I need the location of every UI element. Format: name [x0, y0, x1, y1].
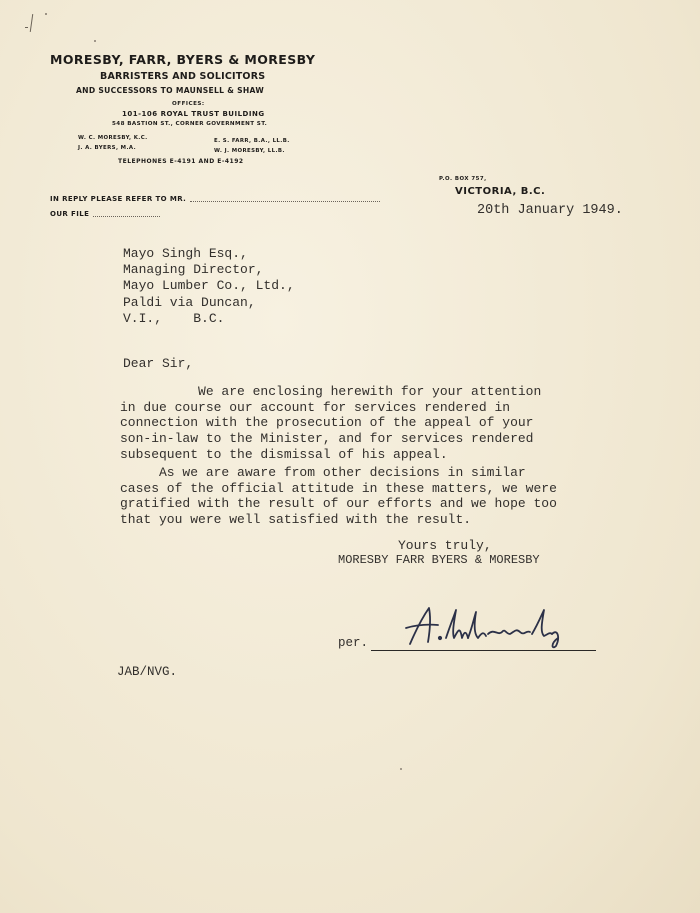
body-line: cases of the official attitude in these matters, we were: [120, 480, 557, 496]
signatory-firm: MORESBY FARR BYERS & MORESBY: [338, 553, 540, 567]
body-line: As we are aware from other decisions in similar: [120, 465, 526, 480]
partner-name: W. C. MORESBY, K.C.: [78, 135, 148, 141]
recipient-address: [123, 246, 295, 327]
body-paragraph: [120, 465, 557, 528]
offices-street: 548 BASTION ST., CORNER GOVERNMENT ST.: [112, 121, 268, 127]
body-line: connection with the prosecution of the appeal of your: [120, 415, 534, 431]
firm-successors: AND SUCCESSORS TO MAUNSELL & SHAW: [76, 86, 265, 95]
recipient-line: Paldi via Duncan,: [123, 294, 256, 310]
po-box: P.O. BOX 757,: [439, 176, 487, 182]
recipient-line: V.I., B.C.: [123, 310, 225, 326]
body-paragraph: [120, 384, 541, 463]
salutation: Dear Sir,: [123, 356, 194, 371]
firm-name: MORESBY, FARR, BYERS & MORESBY: [50, 52, 316, 67]
paper-mark: [25, 27, 28, 28]
firm-profession: BARRISTERS AND SOLICITORS: [100, 71, 266, 82]
paper-speck: [45, 13, 47, 15]
typist-initials: JAB/NVG.: [117, 665, 178, 679]
body-line: gratified with the result of our efforts and we hope too: [120, 496, 557, 512]
recipient-line: Mayo Singh Esq.,: [123, 246, 248, 261]
file-reference-row: [50, 210, 160, 218]
paper-speck: [400, 768, 402, 770]
telephone-numbers: TELEPHONES E-4191 AND E-4192: [118, 158, 244, 165]
offices-label: OFFICES:: [172, 101, 205, 107]
reply-reference-label: IN REPLY PLEASE REFER TO MR.: [50, 195, 187, 203]
closing: Yours truly,: [398, 538, 492, 553]
body-line: We are enclosing herewith for your attention: [120, 384, 542, 399]
paper-speck: [94, 40, 96, 42]
partner-name: W. J. MORESBY, LL.B.: [214, 148, 285, 154]
per-label: per.: [338, 636, 369, 650]
body-line: subsequent to the dismissal of his appeal.: [120, 446, 448, 462]
body-line: in due course our account for services rendered in: [120, 399, 511, 415]
reply-reference-blank: [190, 200, 380, 202]
body-line: son-in-law to the Minister, and for services rendered: [120, 431, 534, 447]
letter-date: 20th January 1949.: [477, 203, 623, 218]
paper-mark: [30, 14, 33, 32]
body-line: that you were well satisfied with the result.: [120, 512, 472, 528]
file-reference-blank: [93, 215, 160, 217]
recipient-line: Mayo Lumber Co., Ltd.,: [123, 278, 295, 294]
reply-reference-row: [50, 195, 380, 203]
handwritten-signature: [402, 604, 572, 652]
city-address: VICTORIA, B.C.: [455, 186, 546, 197]
partner-name: E. S. FARR, B.A., LL.B.: [214, 138, 290, 144]
offices-building: 101-106 ROYAL TRUST BUILDING: [122, 110, 265, 118]
file-reference-label: OUR FILE: [50, 210, 90, 218]
recipient-line: Managing Director,: [123, 262, 264, 278]
partner-name: J. A. BYERS, M.A.: [78, 145, 137, 151]
